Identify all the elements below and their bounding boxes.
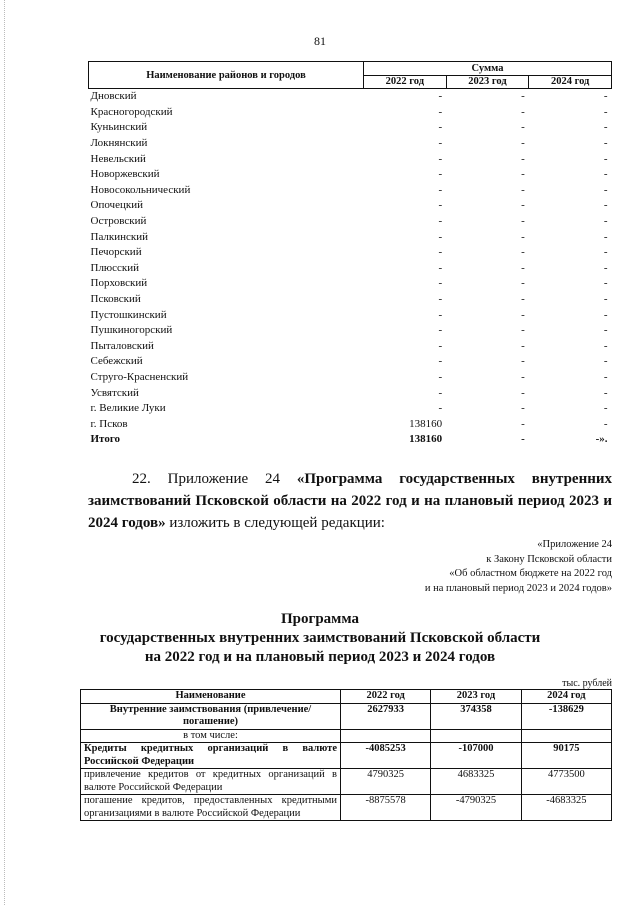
district-name: Струго-Красненский (90, 370, 189, 383)
table-row (89, 167, 612, 183)
total-row (89, 432, 612, 448)
amount-cell: 90175 (521, 743, 611, 769)
amount-cell: - (438, 324, 443, 337)
amount-cell: - (603, 261, 608, 274)
amount-cell: - (603, 246, 608, 259)
amount-cell: - (438, 293, 443, 306)
district-name: Локнянский (90, 137, 148, 150)
amount-cell: -4683325 (521, 795, 611, 821)
district-name: Усвятский (90, 386, 139, 399)
amendment-paragraph (88, 468, 612, 534)
amount-cell: 138160 (409, 417, 443, 430)
amount-cell: - (438, 90, 443, 103)
table-row (89, 229, 612, 245)
paragraph-bold: «Программа государственных внутренних заимствований Псковской области на 2022 год и на плановый период 2023 и 2024 годов» (88, 471, 612, 531)
table-row (89, 292, 612, 308)
total-label: Итого (90, 433, 121, 446)
amount-cell: - (603, 137, 608, 150)
district-name: Пустошкинский (90, 308, 167, 321)
amount-cell: -4085253 (341, 743, 431, 769)
amount-cell: - (521, 261, 525, 274)
amount-cell: - (603, 370, 608, 383)
district-name: г. Псков (90, 417, 128, 430)
amount-cell: - (438, 199, 443, 212)
amount-cell: - (521, 417, 525, 430)
amount-cell: - (438, 230, 443, 243)
reference-line: «Приложение 24 (537, 539, 612, 550)
amount-cell: - (438, 105, 443, 118)
table-row (89, 214, 612, 230)
appendix-reference (425, 538, 612, 596)
col-header-name: Наименование районов и городов (89, 62, 364, 89)
amount-cell (341, 729, 431, 743)
amount-cell: 4683325 (431, 769, 521, 795)
amount-cell: -138629 (521, 703, 611, 729)
amount-cell: - (438, 215, 443, 228)
col-header-sum: Сумма (364, 62, 612, 76)
district-name: Порховский (90, 277, 148, 290)
table-row (89, 276, 612, 292)
amount-cell: - (521, 308, 525, 321)
district-name: Красногородский (90, 105, 173, 118)
amount-cell (431, 729, 521, 743)
amount-cell: - (521, 386, 525, 399)
table-row (89, 183, 612, 199)
amount-cell: - (521, 355, 525, 368)
amount-cell: - (521, 277, 525, 290)
amount-cell: - (603, 277, 608, 290)
title-line: на 2022 год и на плановый период 2023 и 2024 годов (144, 649, 496, 665)
item-name: погашение кредитов, предоставленных кредитными организациями в валюте Российской Федерации (81, 795, 341, 821)
paragraph-tail: изложить в следующей редакции: (165, 515, 385, 531)
amount-cell: - (438, 261, 443, 274)
district-name: г. Великие Луки (90, 402, 166, 415)
title-line: Программа (281, 611, 359, 627)
amount-cell: - (521, 183, 525, 196)
table-row (89, 136, 612, 152)
amount-cell: - (603, 105, 608, 118)
amount-cell: - (521, 339, 525, 352)
title-line: государственных внутренних заимствований Псковской области (99, 630, 541, 646)
unit-label: тыс. рублей (562, 678, 612, 689)
amount-cell: - (603, 355, 608, 368)
amount-cell: - (521, 370, 525, 383)
reference-line: «Об областном бюджете на 2022 год (449, 568, 612, 579)
amount-cell: - (521, 90, 525, 103)
amount-cell: - (521, 137, 525, 150)
amount-cell: - (603, 90, 608, 103)
table-row (89, 339, 612, 355)
table-row (89, 323, 612, 339)
reference-line: и на плановый период 2023 и 2024 годов» (424, 582, 612, 594)
table-row (89, 261, 612, 277)
amount-cell: - (521, 293, 525, 306)
amount-cell: - (438, 121, 443, 134)
amount-cell: - (521, 152, 525, 165)
amount-cell: - (438, 168, 443, 181)
amount-cell: - (521, 199, 525, 212)
borrowing-table (80, 689, 612, 821)
district-name: Псковский (90, 293, 141, 306)
amount-cell: 2627933 (341, 703, 431, 729)
amount-cell: - (603, 152, 608, 165)
table-row (89, 89, 612, 105)
table-row (89, 151, 612, 167)
item-name: Внутренние заимствования (привлечение/погашение) (81, 703, 341, 729)
amount-cell: - (438, 183, 443, 196)
table-row (89, 416, 612, 432)
amount-cell: - (521, 402, 525, 415)
col-header-2022: 2022 год (341, 690, 431, 704)
amount-cell: - (521, 215, 525, 228)
amount-cell: - (438, 277, 443, 290)
item-name: привлечение кредитов от кредитных организаций в валюте Российской Федерации (81, 769, 341, 795)
district-name: Опочецкий (90, 199, 143, 212)
district-name: Пыталовский (90, 339, 154, 352)
amount-cell: 4773500 (521, 769, 611, 795)
table-row (89, 370, 612, 386)
district-name: Новоржевский (90, 168, 160, 181)
total-amount: - (521, 433, 525, 446)
table-row (89, 198, 612, 214)
amount-cell: - (603, 121, 608, 134)
amount-cell: - (438, 339, 443, 352)
page-edge (4, 0, 6, 905)
amount-cell: - (521, 168, 525, 181)
amount-cell: - (603, 339, 608, 352)
amount-cell (521, 729, 611, 743)
amount-cell: - (603, 324, 608, 337)
item-name: Кредиты кредитных организаций в валюте Российской Федерации (81, 743, 341, 769)
amount-cell: 4790325 (341, 769, 431, 795)
amount-cell: - (521, 324, 525, 337)
district-name: Куньинский (90, 121, 148, 134)
district-name: Дновский (90, 90, 137, 103)
amount-cell: - (603, 168, 608, 181)
amount-cell: - (521, 230, 525, 243)
district-name: Островский (90, 215, 147, 228)
amount-cell: - (438, 137, 443, 150)
col-header-2024: 2024 год (529, 75, 612, 89)
total-amount: 138160 (409, 433, 443, 446)
table-row (81, 769, 612, 795)
district-name: Печорский (90, 246, 142, 259)
amount-cell: - (603, 230, 608, 243)
col-header-2023: 2023 год (446, 75, 529, 89)
item-name: в том числе: (81, 729, 341, 743)
district-name: Пушкиногорский (90, 324, 173, 337)
amount-cell: -107000 (431, 743, 521, 769)
amount-cell: - (438, 402, 443, 415)
col-header-2022: 2022 год (364, 75, 447, 89)
reference-line: к Закону Псковской области (486, 553, 612, 565)
table-row (81, 795, 612, 821)
paragraph-lead: 22. Приложение 24 (132, 471, 297, 487)
amount-cell: - (438, 308, 443, 321)
amount-cell: 374358 (431, 703, 521, 729)
amount-cell: - (438, 152, 443, 165)
amount-cell: - (521, 246, 525, 259)
amount-cell: - (438, 370, 443, 383)
table-row (81, 743, 612, 769)
table-row (89, 120, 612, 136)
table-row (89, 385, 612, 401)
col-header-name: Наименование (81, 690, 341, 704)
amount-cell: - (603, 215, 608, 228)
table-row (81, 703, 612, 729)
amount-cell: - (603, 402, 608, 415)
page-number: 81 (314, 34, 326, 48)
amount-cell: -8875578 (341, 795, 431, 821)
table-row (89, 105, 612, 121)
table-row (89, 307, 612, 323)
program-title (0, 610, 640, 667)
borrowing-table-body (81, 703, 612, 821)
district-name: Новосокольнический (90, 183, 191, 196)
amount-cell: - (603, 199, 608, 212)
amount-cell: - (438, 355, 443, 368)
total-amount: -». (595, 433, 608, 446)
col-header-2023: 2023 год (431, 690, 521, 704)
table-row (89, 245, 612, 261)
districts-table-body (89, 89, 612, 448)
amount-cell: - (438, 386, 443, 399)
amount-cell: - (521, 105, 525, 118)
table-row (89, 401, 612, 417)
amount-cell: - (438, 246, 443, 259)
amount-cell: - (521, 121, 525, 134)
amount-cell: - (603, 308, 608, 321)
amount-cell: - (603, 417, 608, 430)
amount-cell: -4790325 (431, 795, 521, 821)
districts-table (88, 61, 612, 448)
district-name: Себежский (90, 355, 143, 368)
district-name: Плюсский (90, 261, 140, 274)
amount-cell: - (603, 183, 608, 196)
table-row (89, 354, 612, 370)
district-name: Невельский (90, 152, 146, 165)
table-row (81, 729, 612, 743)
amount-cell: - (603, 293, 608, 306)
amount-cell: - (603, 386, 608, 399)
district-name: Палкинский (90, 230, 149, 243)
col-header-2024: 2024 год (521, 690, 611, 704)
